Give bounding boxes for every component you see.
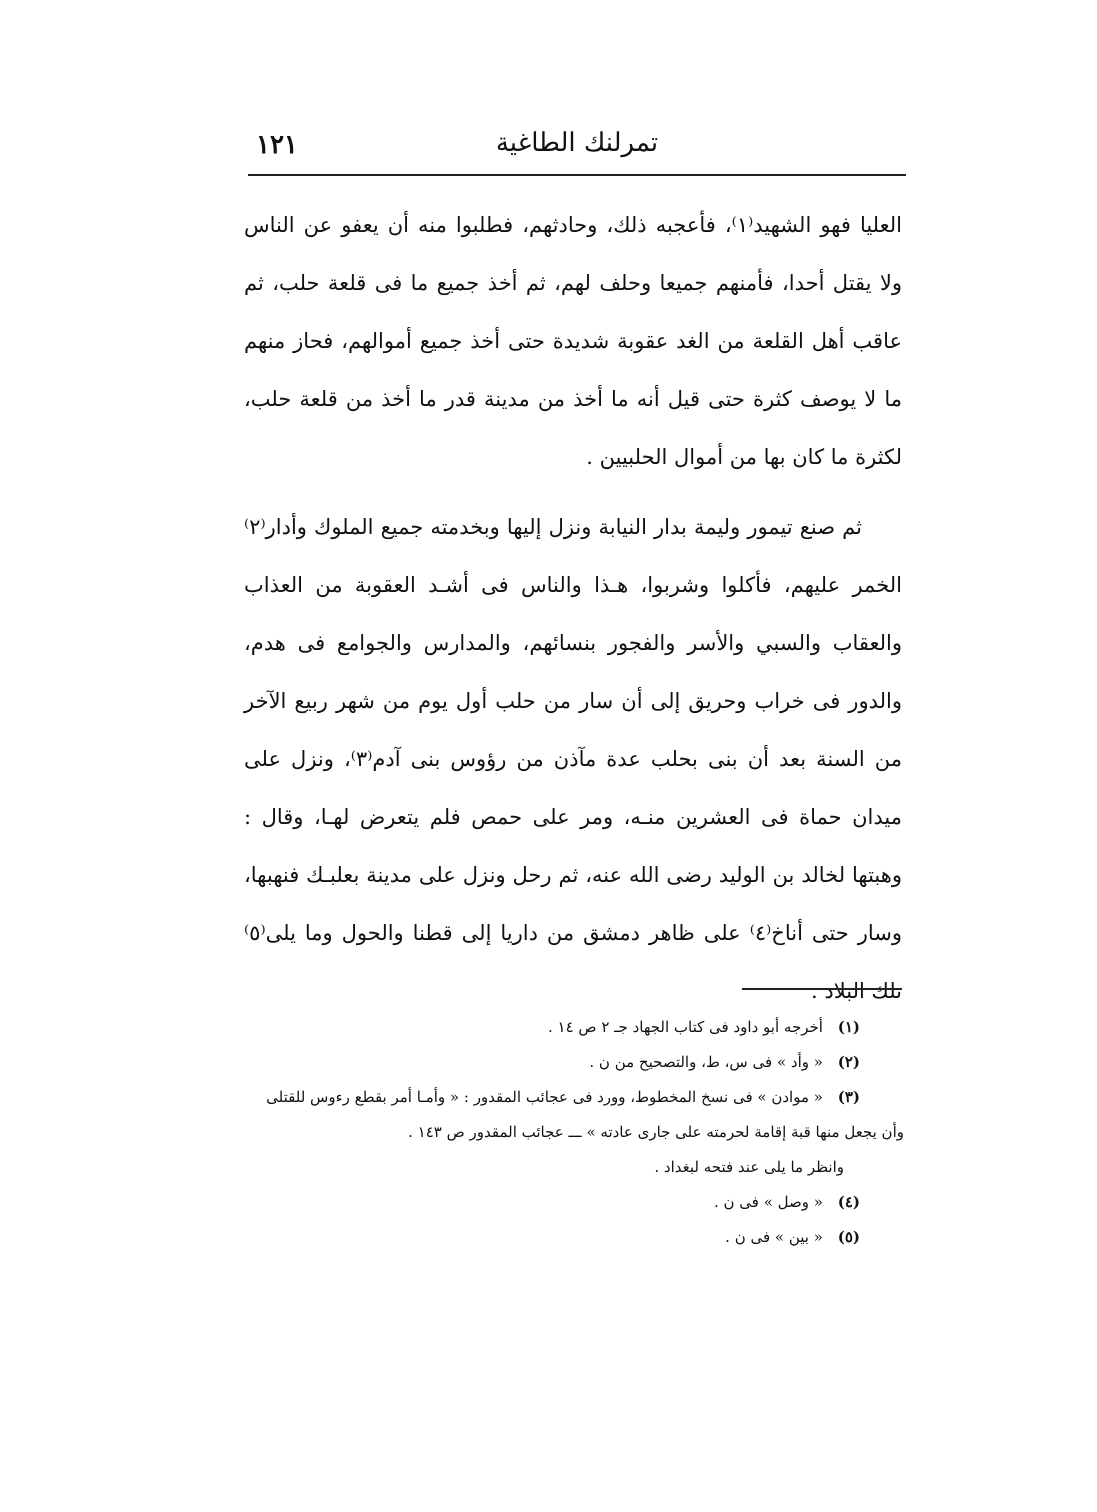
footnote-1 [244, 1010, 904, 1045]
footnote-number: (٥) [837, 1228, 860, 1246]
footnote-number: (٣) [837, 1088, 860, 1106]
footnote-text: أخرجه أبو داود فى كتاب الجهاد جـ ٢ ص ١٤ . [547, 1018, 823, 1036]
footnote-3-continuation [244, 1150, 904, 1185]
footnote-2 [244, 1045, 904, 1080]
page-header [248, 122, 906, 172]
footnote-3 [244, 1080, 904, 1150]
footnotes [244, 1010, 904, 1255]
header-rule [248, 174, 906, 176]
footnote-number: (٢) [837, 1053, 860, 1071]
footnote-text: وانظر ما يلى عند فتحه لبغداد . [654, 1158, 844, 1176]
paragraph-2: ثم صنع تيمور وليمة بدار النيابة ونزل إليها وبخدمته جميع الملوك وأدار⁽٢⁾ الخمر عليهم، فأكلوا وشربوا، هـذا والناس فى أشـد العقوبة من العذاب والعقاب والسبي والأسر والفجور بنسائهم، والمدارس والجوامع فى هدم، والدور فى خراب وحريق إلى أن سار من حلب أول يوم من شهر ربيع الآخر من السنة بعد أن بنى بحلب عدة مآذن من رؤوس بنى آدم⁽٣⁾، ونزل على ميدان حماة فى العشرين منـه، ومر على حمص فلم يتعرض لهـا، وقال : وهبتها لخالد بن الوليد رضى الله عنه، ثم رحل ونزل على مدينة بعلبـك فنهبها، وسار حتى أناخ⁽٤⁾ على ظاهر دمشق من داريا إلى قطنا والحول وما يلى⁽٥⁾ تلك البلاد . [244, 515, 903, 1003]
footnote-number: (١) [837, 1018, 860, 1036]
footnote-text: « بين » فى ن . [725, 1228, 823, 1246]
page-number: ١٢١ [256, 130, 298, 160]
footnote-text: « وأد » فى س، ط، والتصحيح من ن . [589, 1053, 823, 1071]
footnote-rule [742, 988, 902, 990]
footnote-text: « وصل » فى ن . [713, 1193, 823, 1211]
footnote-5 [244, 1220, 904, 1255]
paragraph-1: العليا فهو الشهيد⁽١⁾، فأعجبه ذلك، وحادثهم، فطلبوا منه أن يعفو عن الناس ولا يقتل أحدا، فأمنهم جميعا وحلف لهم، ثم أخذ جميع ما فى قلعة حلب، ثم عاقب أهل القلعة من الغد عقوبة شديدة حتى أخذ جميع أموالهم، فحاز منهم ما لا يوصف كثرة حتى قيل أنه ما أخذ من مدينة قدر ما أخذ من قلعة حلب، لكثرة ما كان بها من أموال الحلبيين . [244, 213, 902, 469]
footnote-number: (٤) [837, 1193, 860, 1211]
footnote-4 [244, 1185, 904, 1220]
footnote-text: « موادن » فى نسخ المخطوط، وورد فى عجائب المقدور : « وأمـا أمر بقطع رءوس للقتلى وأن يجعل منها قبة إقامة لحرمته على جارى عادته » ـــ عجائب المقدور ص ١٤٣ . [266, 1088, 904, 1141]
running-title: تمرلنك الطاغية [495, 128, 659, 158]
main-text [244, 196, 902, 1020]
